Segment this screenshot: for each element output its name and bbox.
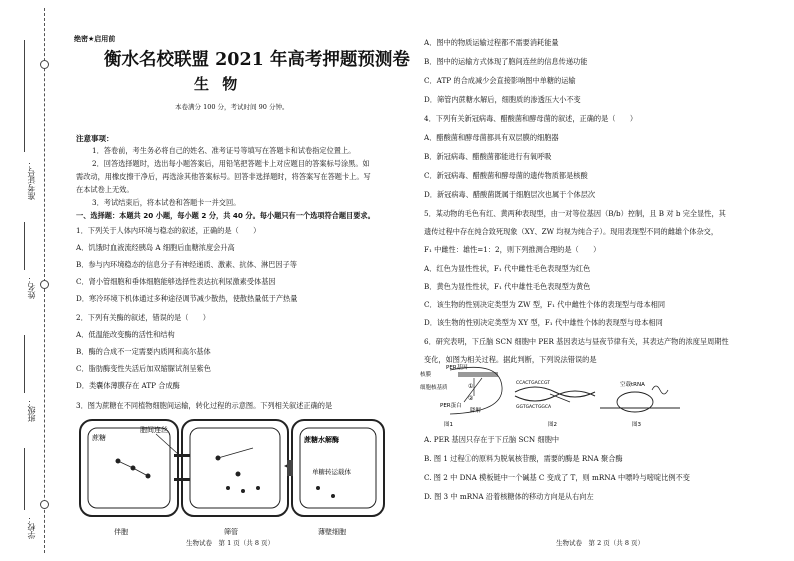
question-stem: 5．某动物的毛色有红、黄两种表现型，由一对等位基因（B/b）控制，且 B 对 b 完全显性，其 xyxy=(424,209,726,218)
seal-circle xyxy=(40,60,49,69)
monosaccharide-dot xyxy=(316,486,320,490)
monosaccharide-dot xyxy=(226,486,230,490)
plasmodesma xyxy=(174,478,190,481)
fill-line xyxy=(24,335,25,393)
parenchyma-label: 薄壁细胞 xyxy=(318,528,346,536)
question-stem: 3．图为蔗糖在不同植物细胞间运输，转化过程的示意图。下列相关叙述正确的是 xyxy=(76,401,333,410)
fig1-label: 图1 xyxy=(444,422,453,428)
step-2-mark: ② xyxy=(468,395,474,402)
question-option: B．新冠病毒、醋酸菌都能进行有氧呼吸 xyxy=(424,152,552,161)
question-option: A．饥饿时血液流经胰岛 A 细胞后血糖浓度会升高 xyxy=(76,243,235,252)
question-option: B．图中的运输方式体现了胞间连丝的信息传递功能 xyxy=(424,57,588,66)
ribosome xyxy=(617,392,653,412)
seal-circle xyxy=(40,280,49,289)
subject-title: 生 物 xyxy=(194,75,242,93)
fill-line xyxy=(24,40,25,152)
dna-seq-top: CCACTGACCGT xyxy=(516,381,551,386)
pointer-line xyxy=(156,434,178,454)
flow-line xyxy=(133,468,148,476)
page-footer: 生物试卷 第 1 页（共 8 页） xyxy=(186,539,275,547)
nucleus-label: 核膜 xyxy=(420,372,432,378)
question-option: B．黄色为显性性状，F₁ 代中雄性毛色表现型为黄色 xyxy=(424,282,591,291)
name-label: 姓名： xyxy=(27,275,36,299)
secret-mark: 绝密★启用前 xyxy=(74,35,116,43)
question-option: D．该生物的性别决定类型为 XY 型，F₁ 代中雄性个体的表现型与母本相同 xyxy=(424,318,663,327)
flow-line xyxy=(218,448,253,458)
sieve-tube-label: 筛管 xyxy=(224,528,238,536)
notice-heading: 注意事项： xyxy=(76,134,114,143)
question-option: C．ATP 的合成减少会直接影响图中单糖的运输 xyxy=(424,76,576,85)
notice-line: 2．回答选择题时，选出每小题答案后，用铅笔把答题卡上对应题目的答案标号涂黑。如 xyxy=(92,159,370,168)
notice-line: 需改动，用橡皮擦干净后，再选涂其他答案标号。回答非选择题时，将答案写在答题卡上。写 xyxy=(76,172,371,181)
question-option: D．类囊体薄膜存在 ATP 合成酶 xyxy=(76,381,180,390)
carrier-label: 单糖转运载体 xyxy=(312,468,351,476)
notice-line: 3．考试结束后，将本试卷和答题卡一并交回。 xyxy=(92,198,241,207)
question-option: C．脂肪酶变性失活后加双缩脲试剂呈紫色 xyxy=(76,364,211,373)
question-option: C．该生物的性别决定类型为 ZW 型，F₁ 代中雌性个体的表现型与母本相同 xyxy=(424,300,666,309)
per-gene-bar xyxy=(458,372,498,377)
section-heading: 一、选择题：本题共 20 小题，每小题 2 分，共 40 分。每小题只有一个选项符合题目要求。 xyxy=(76,211,375,220)
question-option: D．新冠病毒、醋酸菌既属于细胞层次也属于个体层次 xyxy=(424,190,596,199)
per-gene-figure xyxy=(420,362,710,430)
degrade-label: 降解 xyxy=(470,408,482,414)
sieve-tube-membrane xyxy=(190,428,280,508)
question-option: A．醋酸菌和酵母菌都具有双层膜的细胞器 xyxy=(424,133,559,142)
sucrose-transport-figure xyxy=(78,416,388,541)
exam-title: 衡水名校联盟 2021 年高考押题预测卷 xyxy=(104,50,410,70)
trna-shape xyxy=(652,386,668,394)
notice-line: 在本试卷上无效。 xyxy=(76,185,134,194)
monosaccharide-dot xyxy=(256,486,260,490)
per-protein-label: PER蛋白 xyxy=(440,403,462,409)
question-option: A．红色为显性性状，F₁ 代中雌性毛色表现型为红色 xyxy=(424,264,591,273)
question-option: C．新冠病毒、醋酸菌和酵母菌的遗传物质都是核酸 xyxy=(424,171,588,180)
fig2-label: 图2 xyxy=(548,422,557,428)
question-option: A. PER 基因只存在于下丘脑 SCN 细胞中 xyxy=(424,435,560,444)
question-option: D．筛管内蔗糖水解后，细胞质的渗透压大小不变 xyxy=(424,95,581,104)
question-option: B．酶的合成不一定需要内质网和高尔基体 xyxy=(76,347,211,356)
fill-line xyxy=(24,222,25,270)
question-stem: 4．下列有关新冠病毒、醋酸菌和酵母菌的叙述，正确的是（ ） xyxy=(424,114,638,123)
per-gene-label: PER基因 xyxy=(446,365,468,371)
notice-line: 1．答卷前，考生务必将自己的姓名、准考证号等填写在答题卡和试卷指定位置上。 xyxy=(92,146,356,155)
question-option: D．寒冷环境下机体通过多种途径调节减少散热，使散热量低于产热量 xyxy=(76,294,298,303)
question-option: B. 图 1 过程①的原料为脱氧核苷酸，需要的酶是 RNA 聚合酶 xyxy=(424,454,623,463)
nuclear-matrix-label: 细胞核基质 xyxy=(420,385,448,391)
exam-number-label: 准考证号： xyxy=(27,160,36,200)
sucrose-label: 蔗糖 xyxy=(92,434,106,442)
monosaccharide-dot xyxy=(331,494,335,498)
dna-seq-bottom: GGTGACTGGCA xyxy=(516,405,552,410)
companion-cell-label: 伴胞 xyxy=(114,528,128,536)
fill-line xyxy=(24,448,25,510)
step-1-mark: ① xyxy=(468,383,474,390)
seal-circle xyxy=(40,500,49,509)
question-stem: F₁ 中雌性：雄性=1：2，则下列推测合理的是（ ） xyxy=(424,245,601,254)
sucrose-dot xyxy=(236,472,241,477)
question-stem: 变化，如图为相关过程。据此判断，下列说法错误的是 xyxy=(424,355,597,364)
trna-label: 空载tRNA xyxy=(620,382,645,388)
sieve-tube-wall xyxy=(182,420,288,516)
mrna-strand xyxy=(550,394,570,402)
question-option: C. 图 2 中 DNA 模板链中一个碱基 C 变成了 T，则 mRNA 中嘌呤与嘧啶比例不变 xyxy=(424,473,690,482)
class-label: 班级： xyxy=(27,398,36,422)
school-label: 学校： xyxy=(27,515,36,539)
question-option: D. 图 3 中 mRNA 沿着核糖体的移动方向是从右向左 xyxy=(424,492,594,501)
fig3-label: 图3 xyxy=(632,422,641,428)
question-option: A．低温能改变酶的活性和结构 xyxy=(76,330,175,339)
monosaccharide-dot xyxy=(241,489,245,493)
question-option: A．图中的物质运输过程都不需要消耗能量 xyxy=(424,38,559,47)
question-option: C．肾小管细胞和垂体细胞能够选择性表达抗利尿激素受体基因 xyxy=(76,277,276,286)
plasmodesma xyxy=(174,454,190,457)
flow-line xyxy=(118,461,133,468)
question-stem: 6．研究表明，下丘脑 SCN 细胞中 PER 基因表达与昼夜节律有关，其表达产物的浓度呈周期性 xyxy=(424,337,729,346)
binding-margin xyxy=(0,0,60,561)
question-stem: 1．下列关于人体内环境与稳态的叙述，正确的是（ ） xyxy=(76,226,261,235)
question-stem: 2．下列有关酶的叙述，错误的是（ ） xyxy=(76,313,210,322)
enzyme-label: 蔗糖水解酶 xyxy=(304,436,339,444)
page-footer: 生物试卷 第 2 页（共 8 页） xyxy=(556,539,645,547)
exam-info: 本卷满分 100 分，考试时间 90 分钟。 xyxy=(175,103,289,111)
question-stem: 遗传过程中存在纯合致死现象（XY、ZW 均视为纯合子）。现用表现型不同的雌雄个体杂交， xyxy=(424,227,719,236)
monosaccharide-carrier xyxy=(287,460,293,476)
question-option: B．参与内环境稳态的信息分子有神经递质、激素、抗体、淋巴因子等 xyxy=(76,260,297,269)
plasmodesma-label: 胞间连丝 xyxy=(140,426,168,434)
